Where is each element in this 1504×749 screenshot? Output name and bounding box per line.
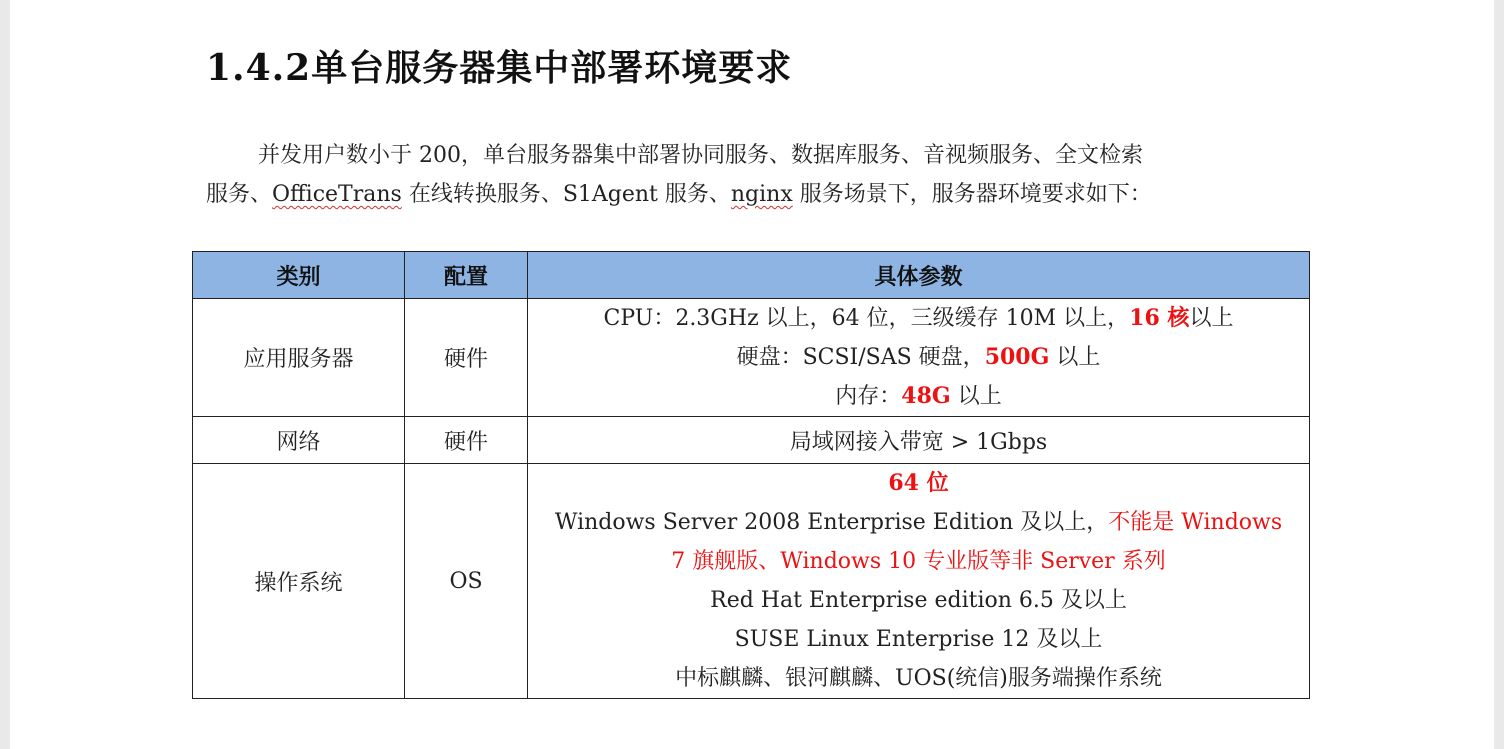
disk-spec <box>528 338 1309 377</box>
windows-text: Windows Server 2008 Enterprise Edition 及以上， <box>554 510 1109 535</box>
disk-text-end: 以上 <box>1049 345 1101 370</box>
memory-size-highlight: 48G <box>901 383 951 409</box>
windows-exclusion-continued: 7 旗舰版、Windows 10 专业版等非 Server 系列 <box>671 549 1166 574</box>
cell-config: 硬件 <box>405 417 528 464</box>
cell-category: 操作系统 <box>193 464 405 699</box>
os-bits-highlight: 64 位 <box>888 470 949 496</box>
section-heading: 1.4.2单台服务器集中部署环境要求 <box>206 47 793 89</box>
cell-params <box>528 464 1310 699</box>
memory-text: 内存： <box>835 384 902 409</box>
cell-category: 应用服务器 <box>193 299 405 417</box>
domestic-os-spec: 中标麒麟、银河麒麟、UOS(统信)服务端操作系统 <box>675 666 1162 691</box>
table-header-row <box>193 252 1310 299</box>
suse-spec: SUSE Linux Enterprise 12 及以上 <box>734 627 1103 652</box>
table-row-os <box>193 464 1310 699</box>
disk-size-highlight: 500G <box>984 344 1050 370</box>
memory-spec <box>528 377 1309 416</box>
cell-params <box>528 299 1310 417</box>
document-page <box>10 0 1494 749</box>
intro-line-1: 并发用户数小于 200，单台服务器集中部署协同服务、数据库服务、音视频服务、全文检索 <box>258 143 1143 168</box>
intro-text: 服务、 <box>206 182 273 207</box>
header-params: 具体参数 <box>528 252 1310 299</box>
environment-requirements-table <box>192 251 1310 699</box>
spellcheck-word-officetrans[interactable]: OfficeTrans <box>272 182 402 207</box>
intro-text: 在线转换服务、S1Agent 服务、 <box>401 182 731 207</box>
cell-config: 硬件 <box>405 299 528 417</box>
spellcheck-word-nginx[interactable]: nginx <box>730 182 793 207</box>
cpu-text-end: 以上 <box>1189 306 1234 331</box>
cell-category: 网络 <box>193 417 405 464</box>
windows-spec <box>528 503 1309 542</box>
table-row-network <box>193 417 1310 464</box>
cpu-spec <box>528 299 1309 338</box>
table-row-app-server <box>193 299 1310 417</box>
cell-config: OS <box>405 464 528 699</box>
intro-line-2 <box>206 175 1316 214</box>
intro-paragraph <box>206 136 1316 214</box>
redhat-spec: Red Hat Enterprise edition 6.5 及以上 <box>710 588 1127 613</box>
cpu-text: CPU：2.3GHz 以上，64 位，三级缓存 10M 以上， <box>603 306 1130 331</box>
disk-text: 硬盘：SCSI/SAS 硬盘， <box>736 345 985 370</box>
header-category: 类别 <box>193 252 405 299</box>
cell-params: 局域网接入带宽 > 1Gbps <box>528 417 1310 464</box>
intro-text: 服务场景下，服务器环境要求如下： <box>792 182 1152 207</box>
header-config: 配置 <box>405 252 528 299</box>
memory-text-end: 以上 <box>950 384 1002 409</box>
windows-exclusion-highlight: 不能是 Windows <box>1108 510 1283 535</box>
cpu-cores-highlight: 16 核 <box>1129 305 1190 331</box>
